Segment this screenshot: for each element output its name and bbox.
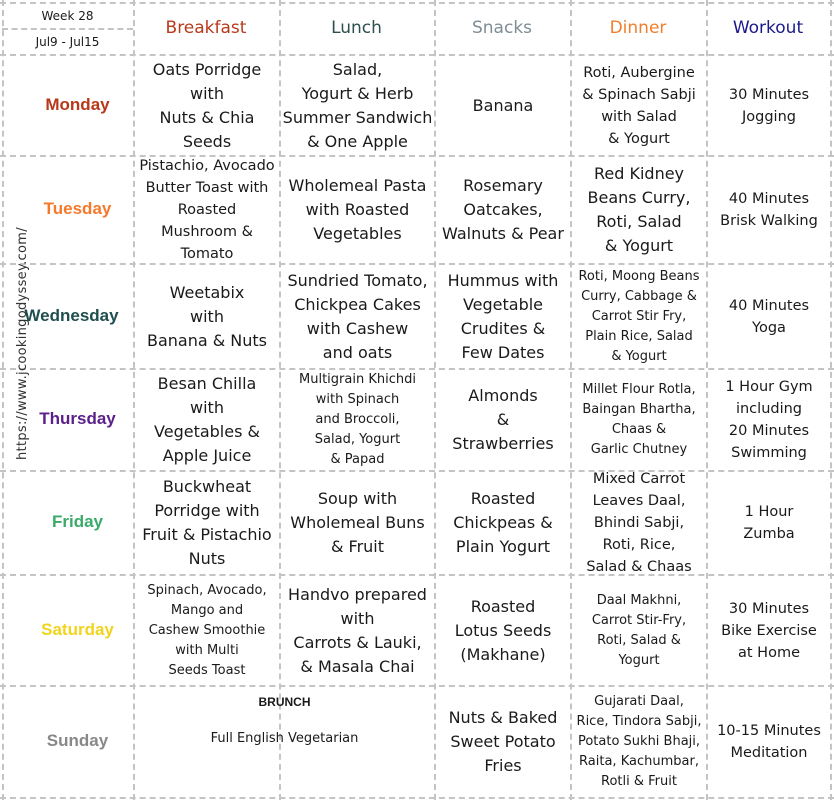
wednesday-lunch — [281, 265, 434, 368]
menu-line: Spinach, Avocado, — [147, 582, 267, 598]
menu-line: Plain Yogurt — [455, 537, 551, 556]
menu-line: Soup with — [317, 489, 398, 508]
saturday-breakfast — [135, 576, 279, 685]
menu-line: Nuts & Chia — [159, 107, 255, 127]
menu-line: Roti, Rice, — [602, 537, 676, 553]
day-sunday — [22, 685, 133, 797]
menu-line: with Spinach — [315, 392, 400, 407]
grid-line — [0, 797, 834, 799]
wednesday-breakfast — [135, 265, 279, 368]
tuesday-lunch — [281, 157, 434, 263]
header-workout — [706, 2, 830, 54]
menu-line: Red Kidney — [593, 164, 685, 183]
menu-line: & — [496, 410, 510, 429]
menu-line: Apple Juice — [162, 446, 252, 465]
saturday-dinner — [572, 576, 706, 685]
menu-line: 1 Hour — [744, 504, 794, 520]
day-saturday — [22, 574, 133, 685]
day-label: Monday — [45, 94, 110, 114]
saturday-snacks — [436, 576, 570, 685]
menu-line: & Fruit — [330, 537, 385, 556]
menu-line: Rotli & Fruit — [601, 774, 677, 789]
menu-line: 30 Minutes — [728, 86, 810, 103]
menu-line: Vegetables & — [154, 422, 260, 441]
menu-line: Wholemeal Buns — [290, 513, 425, 532]
menu-line: Raita, Kachumbar, — [579, 754, 699, 769]
menu-line: with — [190, 83, 224, 103]
menu-line: Cashew Smoothie — [148, 622, 266, 638]
menu-line: Oatcakes, — [463, 200, 543, 219]
day-thursday — [22, 368, 133, 470]
menu-line: Chickpea Cakes — [294, 294, 421, 314]
menu-line: 1 Hour Gym — [725, 379, 813, 395]
header-dinner — [570, 2, 706, 54]
menu-line: Yogurt — [618, 652, 660, 668]
tuesday-dinner — [572, 157, 706, 263]
menu-line: Roti, Salad & — [597, 632, 681, 648]
menu-line: Strawberries — [452, 434, 554, 453]
menu-line: Seeds Toast — [168, 662, 246, 678]
week-range — [2, 30, 133, 54]
menu-line: Multigrain Khichdi — [299, 372, 416, 387]
menu-line: with — [340, 608, 375, 628]
day-friday — [22, 470, 133, 574]
menu-line: Nuts & Baked — [448, 708, 558, 727]
sunday-workout — [708, 687, 830, 797]
tuesday-workout — [708, 157, 830, 263]
menu-line: 20 Minutes — [728, 423, 810, 439]
menu-line: Vegetable — [462, 294, 544, 314]
menu-line: Roti, Salad — [596, 212, 682, 231]
menu-line: Crudites & — [460, 318, 546, 338]
monday-breakfast — [135, 56, 279, 155]
day-label: Sunday — [46, 731, 109, 750]
sunday-brunch — [135, 687, 434, 797]
menu-line: with Salad — [601, 108, 677, 125]
menu-line: Swimming — [731, 445, 807, 461]
menu-line: Carrot Stir-Fry, — [591, 612, 687, 628]
menu-line: Mixed Carrot — [592, 471, 686, 487]
menu-line: Bhindi Sabji, — [593, 515, 685, 531]
menu-line: Salad, Yogurt — [314, 432, 401, 447]
thursday-workout — [708, 370, 830, 470]
grid-line — [2, 0, 4, 800]
grid-line — [830, 0, 832, 800]
menu-line: Curry, Cabbage & — [581, 288, 697, 304]
menu-line: Beans Curry, — [587, 188, 691, 207]
menu-line: Rice, Tindora Sabji, — [576, 714, 702, 729]
monday-dinner — [572, 56, 706, 155]
menu-line: including — [735, 401, 803, 417]
menu-line: Walnuts & Pear — [442, 224, 564, 243]
monday-snacks — [436, 56, 570, 155]
menu-line: & Papad — [330, 452, 385, 467]
day-monday — [22, 54, 133, 155]
friday-lunch — [281, 472, 434, 574]
menu-line: & One Apple — [307, 131, 408, 151]
menu-line: Fruit & Pistachio — [142, 525, 272, 544]
menu-line: Yoga — [752, 319, 786, 336]
menu-line: Summer Sandwich — [282, 107, 433, 127]
menu-line: Tomato — [180, 246, 234, 262]
friday-dinner — [572, 472, 706, 574]
sunday-snacks — [436, 687, 570, 797]
menu-line: Oats Porridge — [152, 59, 262, 79]
tuesday-snacks — [436, 157, 570, 263]
menu-line: with Roasted — [305, 200, 410, 219]
menu-line: Mango and — [170, 602, 244, 618]
tuesday-breakfast — [135, 157, 279, 263]
menu-line: Nuts — [188, 549, 226, 568]
header-label: Dinner — [609, 18, 667, 38]
brunch-title: BRUNCH — [258, 695, 311, 709]
menu-line: Fries — [484, 756, 522, 775]
menu-line: Jogging — [742, 108, 796, 125]
monday-workout — [708, 56, 830, 155]
menu-line: Yogurt & Herb — [301, 83, 414, 103]
menu-line: Roti, Moong Beans — [578, 268, 700, 284]
thursday-lunch — [281, 370, 434, 470]
menu-line: with — [190, 306, 224, 326]
menu-line: Wholemeal Pasta — [288, 176, 427, 195]
header-snacks — [434, 2, 570, 54]
menu-line: Baingan Bhartha, — [582, 402, 696, 417]
header-label: Workout — [732, 18, 804, 38]
menu-line: Carrot Stir Fry, — [591, 308, 687, 324]
menu-line: Salad & Chaas — [586, 559, 692, 575]
menu-line: Weetabix — [169, 282, 245, 302]
day-label: Friday — [51, 512, 104, 531]
thursday-dinner — [572, 370, 706, 470]
header-label: Lunch — [331, 18, 382, 38]
menu-line: Roasted — [177, 202, 237, 218]
header-lunch — [279, 2, 434, 54]
menu-line: Zumba — [743, 526, 795, 542]
menu-line: Plain Rice, Salad — [585, 328, 693, 344]
menu-line: Potato Sukhi Bhaji, — [577, 734, 701, 749]
menu-line: Vegetables — [313, 224, 402, 243]
menu-line: Gujarati Daal, — [594, 694, 684, 709]
sunday-dinner — [572, 687, 706, 797]
menu-line: & Spinach Sabji — [582, 86, 696, 103]
header-label: Snacks — [471, 18, 533, 38]
menu-line: Banana & Nuts — [146, 330, 268, 350]
menu-line: Carrots & Lauki, — [293, 632, 422, 652]
day-label: Tuesday — [43, 199, 112, 218]
day-tuesday — [22, 155, 133, 263]
menu-line: Few Dates — [461, 342, 545, 362]
menu-line: Salad, — [332, 59, 383, 79]
menu-line: Bike Exercise — [721, 622, 817, 639]
menu-line: Daal Makhni, — [596, 592, 682, 608]
menu-line: Rosemary — [463, 176, 543, 195]
menu-line: 40 Minutes — [728, 297, 810, 314]
menu-line: Buckwheat — [162, 477, 252, 496]
day-wednesday — [10, 263, 133, 368]
friday-snacks — [436, 472, 570, 574]
header-breakfast — [133, 2, 279, 54]
menu-line: Porridge with — [154, 501, 260, 520]
menu-line: & Yogurt — [611, 348, 667, 364]
saturday-workout — [708, 576, 830, 685]
menu-line: Almonds — [468, 386, 538, 405]
wednesday-workout — [708, 265, 830, 368]
menu-line: Chickpeas & — [453, 513, 553, 532]
menu-line: with Multi — [175, 642, 239, 658]
brunch-description: Full English Vegetarian — [210, 731, 359, 746]
friday-breakfast — [135, 472, 279, 574]
menu-line: Meditation — [730, 745, 808, 761]
menu-line: Butter Toast with — [145, 180, 269, 196]
source-url: https://www.jcookingodyssey.com/ — [15, 227, 30, 460]
thursday-breakfast — [135, 370, 279, 470]
menu-line: 40 Minutes — [728, 191, 810, 207]
menu-line: Besan Chilla — [157, 374, 257, 393]
menu-line: Lotus Seeds — [454, 620, 552, 640]
week-number — [2, 4, 133, 28]
week-label: Week 28 — [41, 9, 94, 23]
monday-lunch — [281, 56, 434, 155]
menu-line: Banana — [472, 95, 534, 115]
menu-line: Sundried Tomato, — [287, 270, 428, 290]
menu-line: Seeds — [182, 131, 232, 151]
menu-line: Mushroom & — [161, 224, 253, 240]
menu-line: 30 Minutes — [728, 600, 810, 617]
menu-line: with — [190, 398, 224, 417]
wednesday-snacks — [436, 265, 570, 368]
saturday-lunch — [281, 576, 434, 685]
thursday-snacks — [436, 370, 570, 470]
menu-line: Millet Flour Rotla, — [582, 382, 696, 397]
menu-line: Handvo prepared — [288, 584, 427, 604]
day-label: Saturday — [41, 619, 114, 639]
menu-line: Sweet Potato — [450, 732, 556, 751]
menu-line: Roasted — [470, 596, 536, 616]
menu-line: Leaves Daal, — [592, 493, 686, 509]
menu-line: Hummus with — [447, 270, 559, 290]
menu-line: Brisk Walking — [720, 213, 818, 229]
day-label: Thursday — [39, 409, 116, 428]
friday-workout — [708, 472, 830, 574]
menu-line: with Cashew — [306, 318, 409, 338]
menu-line: Chaas & — [611, 422, 667, 437]
menu-line: and Broccoli, — [315, 412, 400, 427]
menu-line: Garlic Chutney — [590, 442, 688, 457]
menu-line: at Home — [737, 644, 800, 661]
menu-line: Roti, Aubergine — [583, 64, 695, 81]
menu-line: & Yogurt — [604, 236, 674, 255]
week-range-label: Jul9 - Jul15 — [35, 35, 100, 49]
wednesday-dinner — [572, 265, 706, 368]
menu-line: Pistachio, Avocado — [139, 158, 275, 174]
menu-line: Roasted — [470, 489, 536, 508]
header-label: Breakfast — [165, 18, 247, 38]
menu-line: & Yogurt — [608, 130, 670, 147]
menu-line: & Masala Chai — [300, 656, 415, 676]
menu-line: and oats — [322, 342, 393, 362]
menu-line: 10-15 Minutes — [717, 723, 821, 739]
day-label: Wednesday — [24, 305, 119, 325]
menu-line: (Makhane) — [460, 644, 546, 664]
